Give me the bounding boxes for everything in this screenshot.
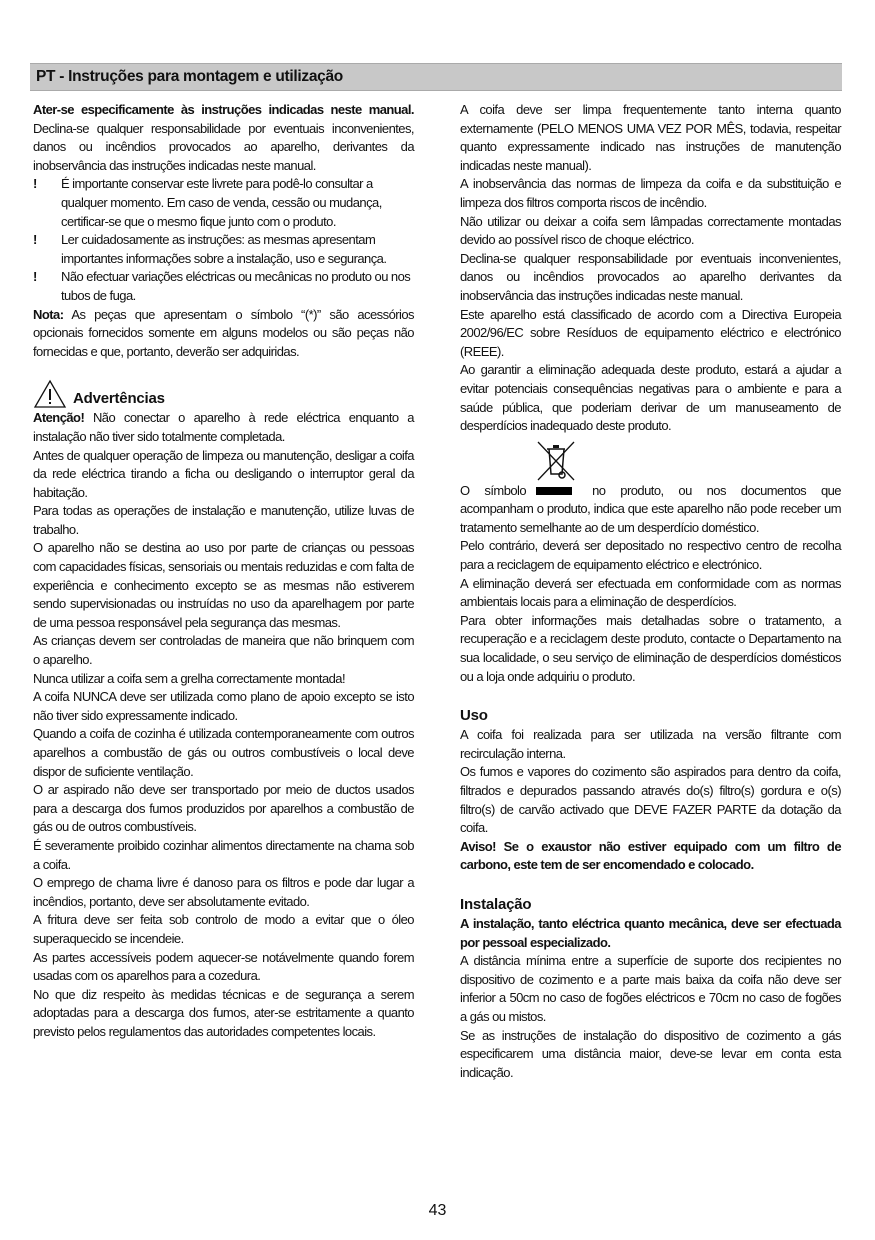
paragraph: A coifa deve ser limpa frequentemente tanto interna quanto externamente (PELO MENOS UMA VEZ POR MÊS, todavia, respeitar quanto expressamente indicado nas instruções de manutenção indicadas neste manual). xyxy=(460,102,841,173)
note-label: Nota: xyxy=(33,306,64,322)
intro-bold: Ater-se especificamente às instruções indicadas neste manual. xyxy=(33,102,414,117)
use-heading: Uso xyxy=(460,707,488,725)
symbol-pre-text: O símbolo xyxy=(460,482,527,498)
paragraph: Este aparelho está classificado de acordo com a Directiva Europeia 2002/96/EC sobre Resíduos de equipamento eléctrico e electrónico (REEE). xyxy=(460,306,841,359)
installation-bold-text: A instalação, tanto eléctrica quanto mecânica, deve ser efectuada por pessoal especializado. xyxy=(460,915,841,950)
symbol-paragraph xyxy=(460,482,841,538)
attention-text: Não conectar o aparelho à rede eléctrica enquanto a instalação não tiver sido totalmente completada. xyxy=(33,410,414,444)
section-header xyxy=(30,63,842,91)
use-warning xyxy=(460,838,841,875)
installation-bold xyxy=(460,915,841,952)
note-paragraph xyxy=(33,306,414,362)
bullet-item xyxy=(33,231,414,268)
paragraph: Os fumos e vapores do cozimento são aspirados para dentro da coifa, filtrados e depurados passando através do(s) filtro(s) gordura e o(s) filtro(s) de carvão activado que DEVE FAZER PARTE da dotação da coifa. xyxy=(460,764,841,836)
paragraph: Ao garantir a eliminação adequada deste produto, estará a ajudar a evitar potenciais consequências negativas para o ambiente e para a saúde pública, que poderiam derivar de um manuseamento de desperdícios inadequado deste produto. xyxy=(460,362,841,434)
intro-paragraph xyxy=(33,101,414,175)
use-paragraphs xyxy=(460,726,841,838)
page-number: 43 xyxy=(428,1202,447,1219)
paragraph: Não utilizar ou deixar a coifa sem lâmpadas correctamente montadas devido ao possível risco de choque eléctrico. xyxy=(460,213,841,248)
paragraph: No que diz respeito às medidas técnicas e de segurança a serem adoptadas para a descarga dos fumos, ater-se estritamente a quanto previsto pelos regulamentos das autoridades competentes locais. xyxy=(33,986,414,1039)
section-title: PT - Instruções para montagem e utilização xyxy=(36,68,343,85)
exclamation-mark: ! xyxy=(33,232,37,248)
paragraph: Antes de qualquer operação de limpeza ou manutenção, desligar a coifa da rede eléctrica tirando a ficha ou desligando o interruptor geral da habitação. xyxy=(33,447,414,500)
warning-triangle-icon xyxy=(33,379,67,409)
note-text: As peças que apresentam o símbolo “(*)” são acessórios opcionais fornecidos somente em alguns modelos ou são peças não fornecidas e que, portanto, deverão ser adquiridas. xyxy=(33,306,414,359)
warnings-heading xyxy=(33,379,414,409)
paragraph: A coifa NUNCA deve ser utilizada como plano de apoio excepto se isto não tiver sido expressamente indicado. xyxy=(33,689,414,723)
paragraph: O aparelho não se destina ao uso por parte de crianças ou pessoas com capacidades físicas, sensoriais ou mentais reduzidas e com falta de experiência e conhecimento excepto se as mesmas não estiverem sendo supervisionadas ou instruídas no uso da aparelhagem por parte de uma pessoa responsável pela segurança das mesmas. xyxy=(33,540,414,630)
attention-paragraph xyxy=(33,409,414,446)
paragraph: A inobservância das normas de limpeza da coifa e da substituição e limpeza dos filtros comporta riscos de incêndio. xyxy=(460,176,841,210)
paragraph: O ar aspirado não deve ser transportado por meio de ductos usados para a descarga dos fumos produzidos por aparelhos a combustão de gás ou de outros combustíveis. xyxy=(33,782,414,835)
paragraph: O emprego de chama livre é danoso para os filtros e pode dar lugar a incêndios, portanto, deve ser absolutamente evitado. xyxy=(33,875,414,909)
maintenance-paragraphs xyxy=(460,101,841,436)
paragraph: Para todas as operações de instalação e manutenção, utilize luvas de trabalho. xyxy=(33,503,414,537)
bullet-text: Ler cuidadosamente as instruções: as mesmas apresentam importantes informações sobre a instalação, uso e segurança. xyxy=(61,232,387,266)
disposal-paragraphs xyxy=(460,537,841,686)
paragraph: Nunca utilizar a coifa sem a grelha correctamente montada! xyxy=(33,670,346,686)
warnings-title: Advertências xyxy=(73,390,165,408)
bullet-text: É importante conservar este livrete para podê-lo consultar a qualquer momento. Em caso de venda, cessão ou mudança, certificar-se que o mesmo fique junto com o produto. xyxy=(61,176,382,229)
warning-paragraphs xyxy=(33,447,414,1042)
paragraph: Se as instruções de instalação do dispositivo de cozimento a gás especificarem uma distância maior, deve-se levar em conta esta indicação. xyxy=(460,1027,841,1080)
paragraph: A fritura deve ser feita sob controlo de modo a evitar que o óleo superaquecido se incendeie. xyxy=(33,912,414,946)
paragraph: É severamente proibido cozinhar alimentos directamente na chama sob a coifa. xyxy=(33,837,414,872)
paragraph: A coifa foi realizada para ser utilizada na versão filtrante com recirculação interna. xyxy=(460,727,841,761)
paragraph: Declina-se qualquer responsabilidade por eventuais inconvenientes, danos ou incêndios provocados ao aparelho derivantes da inobservância das instruções indicadas neste manual. xyxy=(460,250,841,303)
installation-heading: Instalação xyxy=(460,895,532,913)
left-column xyxy=(33,101,414,1042)
paragraph: Quando a coifa de cozinha é utilizada contemporaneamente com outros aparelhos a combustão de gás ou outros combustíveis o local deve dispor de suficiente ventilação. xyxy=(33,726,414,779)
paragraph: As crianças devem ser controladas de maneira que não brinquem com o aparelho. xyxy=(33,633,414,668)
intro-text: Declina-se qualquer responsabilidade por eventuais inconvenientes, danos ou incêndios provocados ao aparelho, derivantes da inobservância das instruções indicadas neste manual. xyxy=(33,120,414,173)
crossed-bin-icon xyxy=(535,440,577,482)
bullet-list xyxy=(33,175,414,305)
use-warning-text: Aviso! Se o exaustor não estiver equipado com um filtro de carbono, este tem de ser encomendado e colocado. xyxy=(460,838,841,873)
paragraph: Pelo contrário, deverá ser depositado no respectivo centro de recolha para a reciclagem de equipamento eléctrico e electrónico. xyxy=(460,538,841,573)
paragraph: As partes accessíveis podem aquecer-se notávelmente quando forem usadas com os aparelhos para a cozedura. xyxy=(33,949,414,984)
black-bar-symbol-icon xyxy=(536,487,572,495)
right-column xyxy=(460,101,841,1082)
paragraph: A distância mínima entre a superfície de suporte dos recipientes no dispositivo de cozimento e a parte mais baixa da coifa não deve ser inferior a 50cm no caso de fogões eléctricos e 70cm no caso de fogões a gás ou mistos. xyxy=(460,953,841,1024)
paragraph: Para obter informações mais detalhadas sobre o tratamento, a recuperação e a reciclagem deste produto, contacte o Departamento na sua localidade, o seu serviço de eliminação de desperdícios domésticos ou a loja onde adquiriu o produto. xyxy=(460,612,841,684)
attention-label: Atenção! xyxy=(33,410,85,426)
bullet-item xyxy=(33,175,414,231)
bullet-item xyxy=(33,268,414,305)
symbol-post-text: no produto, ou nos documentos que acompanham o produto, indica que este aparelho não pode receber um tratamento semelhante ao de um desperdício doméstico. xyxy=(460,482,841,535)
installation-paragraphs xyxy=(460,952,841,1082)
exclamation-mark: ! xyxy=(33,176,37,192)
bullet-text: Não efectuar variações eléctricas ou mecânicas no produto ou nos tubos de fuga. xyxy=(61,269,411,303)
exclamation-mark: ! xyxy=(33,269,37,285)
paragraph: A eliminação deverá ser efectuada em conformidade com as normas ambientais locais para a eliminação de desperdícios. xyxy=(460,575,841,610)
